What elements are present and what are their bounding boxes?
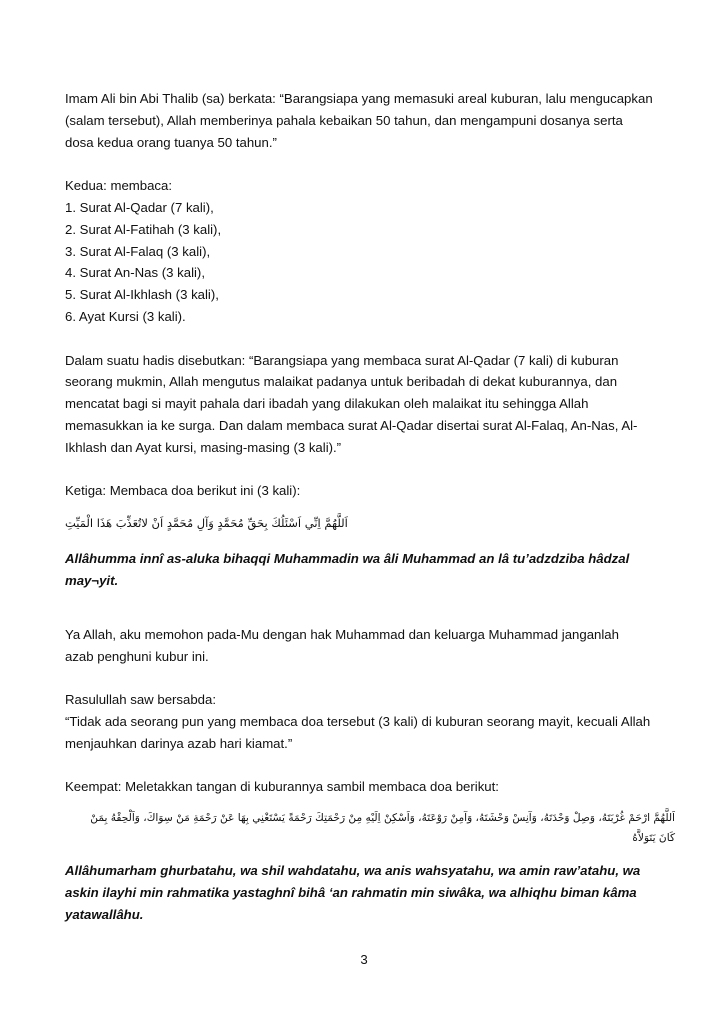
text-line: Dalam suatu hadis disebutkan: “Barangsiapa yang membaca surat Al-Qadar (7 kali) di kuburan (65, 352, 619, 368)
text-line: Ya Allah, aku memohon pada-Mu dengan hak Muhammad dan keluarga Muhammad janganlah (65, 626, 619, 642)
arabic-line: اَللَّهُمَّ ارْحَمْ غُرْبَتَهُ، وَصِلْ وَحْدَتَهُ، وَآنِسْ وَحْشَتَهُ، وَآمِنْ رَوْعَتَهُ، وَاَسْكِنْ اِلَيْهِ مِنْ رَحْمَتِكَ رَحْمَةً يَسْتَغْنِي بِهَا عَنْ رَحْمَةِ مَنْ سِوَاكَ، وَاَلْحِقْهُ بِمَنْ (90, 812, 675, 825)
translation (65, 624, 675, 668)
document-page (65, 88, 675, 926)
text-line: “Tidak ada seorang pun yang membaca doa tersebut (3 kali) di kuburan seorang mayit, kecuali Allah (65, 713, 651, 729)
section-ketiga (65, 480, 675, 754)
text-line: (salam tersebut), Allah memberinya pahala kebaikan 50 tahun, dan mengampuni dosanya serta (65, 112, 623, 128)
list-item: 2. Surat Al-Fatihah (3 kali), (65, 221, 222, 237)
text-line: azab penghuni kubur ini. (65, 648, 209, 664)
paragraph-hadis (65, 350, 675, 459)
text-line: Ikhlash dan Ayat kursi, masing-masing (3 kali).” (65, 439, 342, 455)
text-line: seorang mukmin, Allah mengutus malaikat padanya untuk beribadah di dekat kuburannya, dan (65, 374, 618, 390)
arabic-prayer (65, 808, 675, 848)
section-heading: Kedua: membaca: (65, 178, 173, 194)
section-keempat (65, 776, 675, 925)
list-item: 6. Ayat Kursi (3 kali). (65, 308, 186, 324)
list-item: 5. Surat Al-Ikhlash (3 kali), (65, 287, 219, 303)
text-line: menjauhkan darinya azab hari kiamat.” (65, 735, 293, 751)
text-line: yatawallâhu. (65, 906, 144, 922)
text-line: Imam Ali bin Abi Thalib (sa) berkata: “Barangsiapa yang memasuki areal kuburan, lalu mengucapkan (65, 91, 653, 106)
text-line: memasukkan ia ke surga. Dan dalam membaca surat Al-Qadar disertai surat Al-Falaq, An-Nas, Al- (65, 417, 638, 433)
text-line: dosa kedua orang tuanya 50 tahun.” (65, 134, 277, 150)
transliteration (65, 860, 675, 925)
text-line: Allâhumma innî as-aluka bihaqqi Muhammadin wa âli Muhammad an lâ tu’adzdziba hâdzal (65, 551, 630, 567)
text-line: may¬yit. (65, 572, 119, 588)
paragraph-imam-ali (65, 88, 675, 153)
hadith-quote (65, 689, 675, 754)
text-line: askin ilayhi min rahmatika yastaghnî bihâ ‘an rahmatin min siwâka, wa alhiqhu biman kâma (65, 884, 637, 900)
list-item: 3. Surat Al-Falaq (3 kali), (65, 243, 211, 259)
text-line: mencatat bagi si mayit pahala dari ibadah yang dilakukan oleh malaikat itu sehingga Allah (65, 396, 589, 412)
section-heading: Keempat: Meletakkan tangan di kuburannya sambil membaca doa berikut: (65, 779, 499, 795)
arabic-line: كَانَ يَتَوَلاَّهُ (632, 832, 675, 845)
section-kedua (65, 175, 675, 328)
text-line: Rasulullah saw bersabda: (65, 692, 217, 708)
list-item: 1. Surat Al-Qadar (7 kali), (65, 199, 214, 215)
section-heading: Ketiga: Membaca doa berikut ini (3 kali): (65, 483, 301, 499)
transliteration (65, 548, 675, 592)
text-line: Allâhumarham ghurbatahu, wa shil wahdatahu, wa anis wahsyatahu, wa amin raw’atahu, wa (65, 863, 641, 879)
arabic-prayer: اَللَّهُمَّ اِنِّي اَسْئَلُكَ بِحَقِّ مُحَمَّدٍ وَآلِ مُحَمَّدٍ اَنْ لاتُعَذِّبَ هَذَا الْمَيِّتِ (65, 516, 348, 531)
list-item: 4. Surat An-Nas (3 kali), (65, 265, 205, 281)
page-number: 3 (360, 952, 368, 967)
